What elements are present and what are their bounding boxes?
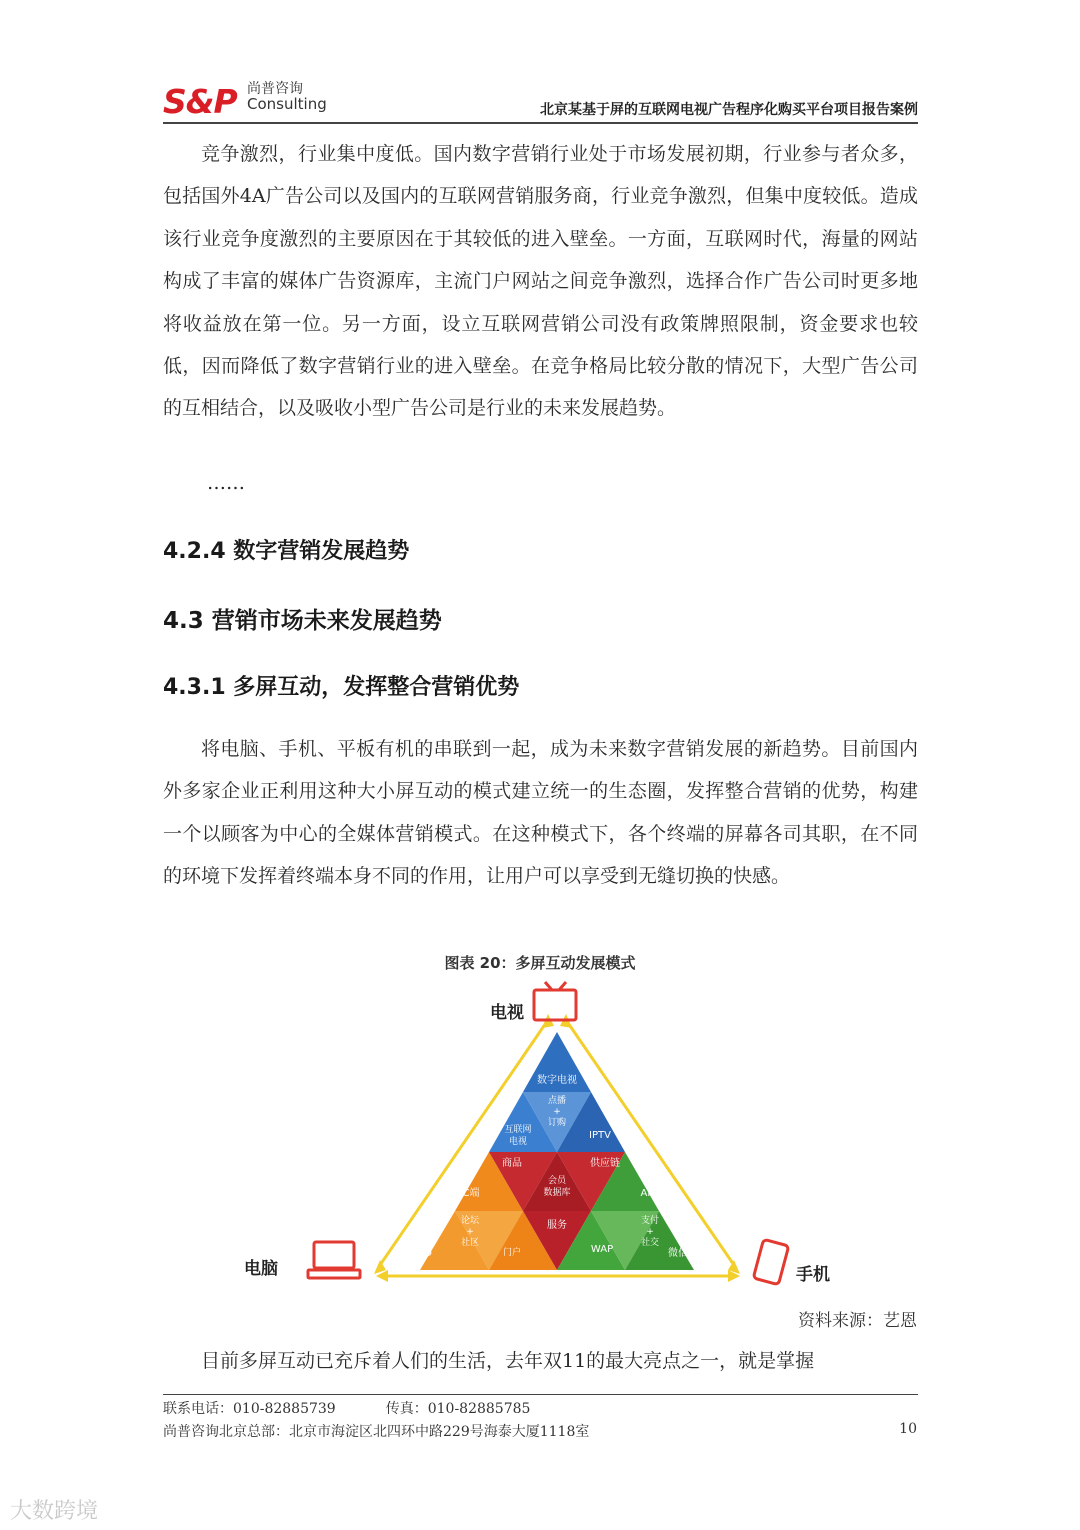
label-wechat: 微信 — [668, 1248, 688, 1259]
watermark: 大数跨境 — [10, 1499, 99, 1524]
label-app: APP — [640, 1188, 660, 1199]
paragraph-continuation: 目前多屏互动已充斥着人们的生活，去年双11的最大亮点之一，就是掌握 — [201, 1350, 815, 1372]
heading-4-2-4: 4.2.4 数字营销发展趋势 — [163, 539, 410, 564]
paragraph-multiscreen: 将电脑、手机、平板有机的串联到一起，成为未来数字营销发展的新趋势。目前国内外多家企业正利用这种大小屏互动的模式建立统一的生态圈，发挥整合营销的优势，构建一个以顾客为中心的全媒体营销模式。在这种模式下，各个终端的屏幕各司其职，在不同的环境下发挥着终端本身不同的作用，让用户可以享受到无缝切换的快感。 — [163, 738, 918, 888]
label-pc-end: PC端 — [456, 1188, 480, 1199]
vertex-label-pc: 电脑 — [244, 1259, 278, 1279]
label-service: 服务 — [547, 1220, 567, 1231]
paragraph-competition: 竞争激烈，行业集中度低。国内数字营销行业处于市场发展初期，行业参与者众多，包括国外4A广告公司以及国内的互联网营销服务商，行业竞争激烈，但集中度较低。造成该行业竞争度激烈的主要原因在于其较低的进入壁垒。一方面，互联网时代，海量的网站构成了丰富的媒体广告资源库，主流门户网站之间竞争激烈，选择合作广告公司时更多地将收益放在第一位。另一方面，设立互联网营销公司没有政策牌照限制，资金要求也较低，因而降低了数字营销行业的进入壁垒。在竞争格局比较分散的情况下，大型广告公司的互相结合，以及吸收小型广告公司是行业的未来发展趋势。 — [163, 143, 918, 420]
header-divider — [163, 122, 918, 124]
footer-phone: 联系电话：010-82885739 — [163, 1401, 336, 1417]
company-logo — [163, 78, 363, 121]
vertex-label-phone: 手机 — [796, 1265, 830, 1285]
label-wap: WAP — [590, 1244, 614, 1255]
label-digital-tv: 数字电视 — [537, 1075, 577, 1086]
label-plus-2: + — [466, 1227, 474, 1237]
laptop-icon — [308, 1242, 360, 1278]
label-vod: 点播 — [547, 1096, 567, 1106]
footer-fax: 传真：010-82885785 — [385, 1401, 531, 1417]
label-iptv: IPTV — [589, 1130, 611, 1141]
label-member-2: 数据库 — [543, 1188, 571, 1198]
footer-contact — [163, 1398, 580, 1418]
label-supply-chain: 供应链 — [590, 1158, 620, 1169]
heading-4-3: 4.3 营销市场未来发展趋势 — [163, 608, 442, 634]
label-pad: PAD — [412, 1248, 432, 1259]
logo-english-name: Consulting — [247, 95, 327, 113]
logo-chinese-name: 尚普咨询 — [247, 81, 303, 97]
multiscreen-pyramid-diagram — [230, 980, 870, 1300]
label-pay: 支付 — [640, 1216, 660, 1226]
heading-4-3-1: 4.3.1 多屏互动，发挥整合营销优势 — [163, 675, 520, 700]
tv-icon — [534, 982, 576, 1020]
label-plus-1: + — [553, 1107, 561, 1117]
label-internet-tv-2: 电视 — [508, 1137, 528, 1147]
report-title: 北京某基于屏的互联网电视广告程序化购买平台项目报告案例 — [540, 102, 918, 118]
page-number: 10 — [899, 1421, 917, 1437]
logo-mark: S&P — [163, 82, 237, 121]
label-plus-3: + — [646, 1227, 654, 1237]
footer-divider — [163, 1394, 918, 1395]
label-goods: 商品 — [502, 1158, 522, 1169]
label-store: 门户 — [502, 1248, 522, 1258]
figure-source: 资料来源：艺恩 — [798, 1311, 917, 1331]
footer-address: 尚普咨询北京总部：北京市海淀区北四环中路229号海泰大厦1118室 — [163, 1424, 590, 1440]
ellipsis: …… — [207, 472, 245, 494]
label-community: 社区 — [460, 1238, 480, 1248]
label-forum: 论坛 — [460, 1216, 480, 1226]
label-internet-tv-1: 互联网 — [504, 1125, 532, 1135]
label-order: 订购 — [547, 1118, 567, 1128]
figure-caption: 图表 20：多屏互动发展模式 — [444, 954, 636, 972]
label-member-1: 会员 — [547, 1176, 567, 1186]
vertex-label-tv: 电视 — [490, 1003, 524, 1023]
label-social: 社交 — [640, 1238, 660, 1248]
phone-icon — [753, 1239, 788, 1284]
